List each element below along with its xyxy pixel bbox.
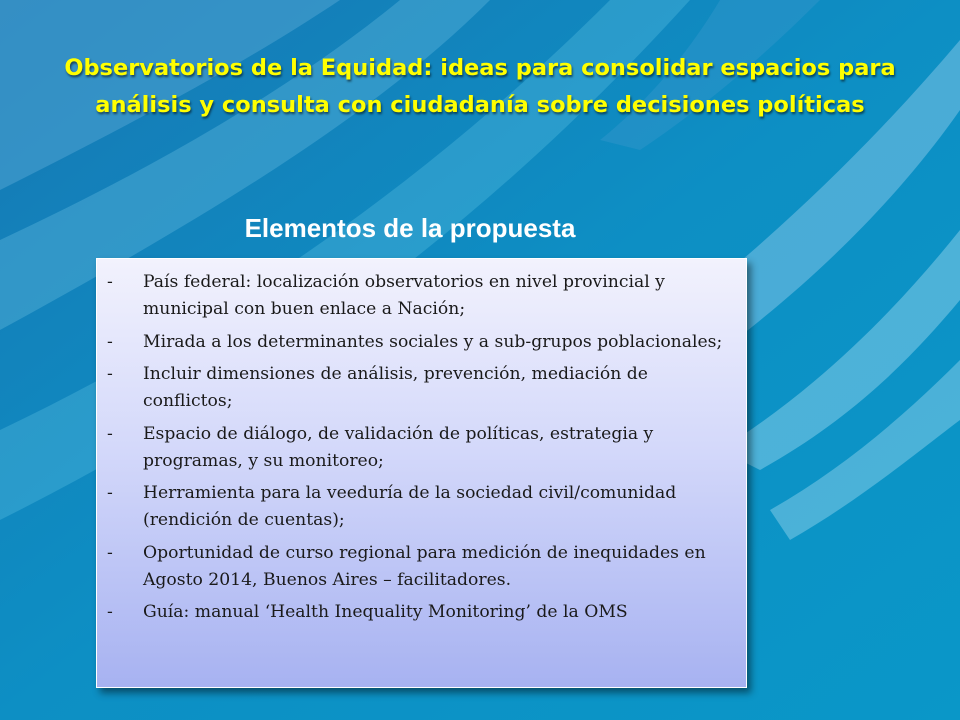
bullet-marker: - [107,542,113,563]
bullet-text: Oportunidad de curso regional para medición de inequidades en Agosto 2014, Buenos Aires – facilitadores. [143,542,706,590]
bullet-marker: - [107,331,113,352]
bullet-marker: - [107,423,113,444]
list-item [107,599,736,626]
bullet-text: Guía: manual ‘Health Inequality Monitoring’ de la OMS [143,602,628,622]
list-item [107,361,736,415]
bullet-marker: - [107,483,113,503]
bullet-text: País federal: localización observatorios en nivel provincial y municipal con buen enlace a Nación; [143,272,665,319]
bullet-text: Herramienta para la veeduría de la sociedad civil/comunidad (rendición de cuentas); [143,483,677,530]
bullet-list [107,269,736,626]
list-item [107,480,736,534]
list-item [107,421,736,475]
bullet-marker: - [107,364,113,384]
bullet-text: Incluir dimensiones de análisis, prevención, mediación de conflictos; [143,364,648,411]
list-item [107,540,736,594]
list-item [107,329,736,356]
bullet-marker: - [107,272,113,292]
slide-title: Observatorios de la Equidad: ideas para consolidar espacios para análisis y consulta con ciudadanía sobre decisiones políticas [64,55,896,118]
section-subtitle: Elementos de la propuesta [244,213,576,243]
list-item [107,269,736,323]
bullet-text: Mirada a los determinantes sociales y a sub-grupos poblacionales; [143,331,723,352]
proposal-elements-box [96,258,747,688]
bullet-marker: - [107,602,113,622]
bullet-text: Espacio de diálogo, de validación de políticas, estrategia y programas, y su monitoreo; [143,423,654,471]
